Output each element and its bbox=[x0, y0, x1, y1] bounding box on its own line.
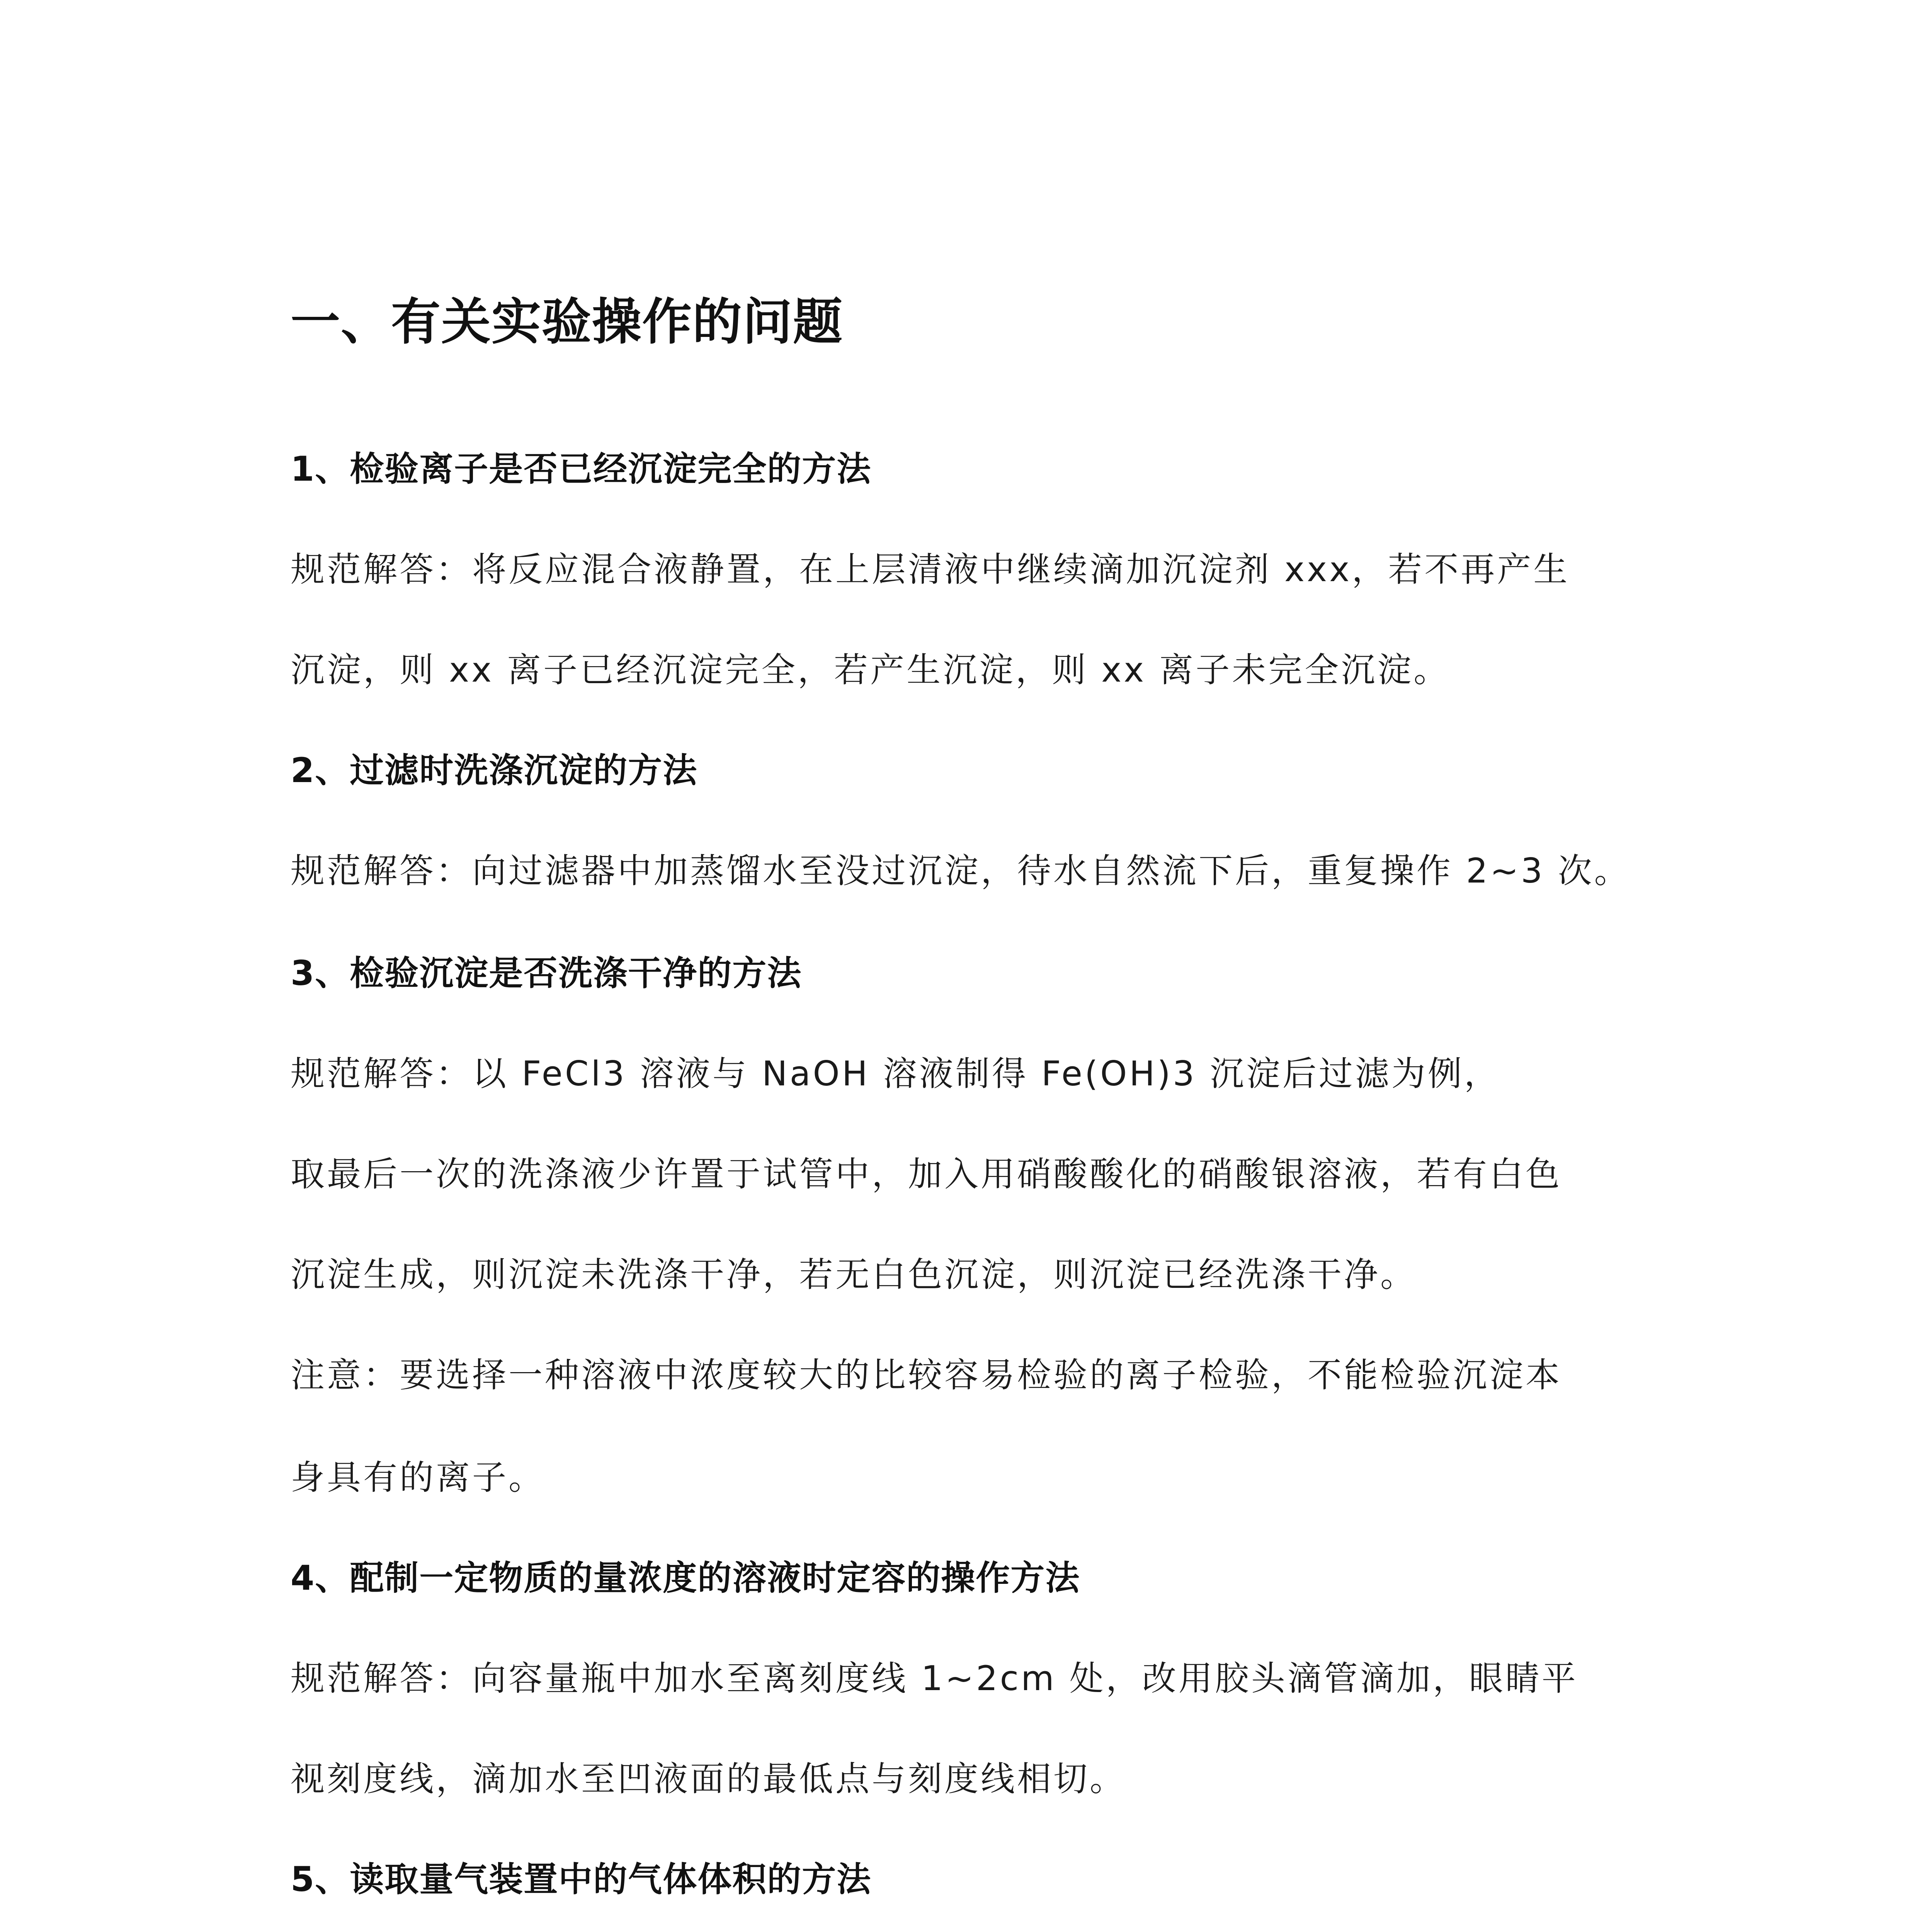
section-4-heading: 4、配制一定物质的量浓度的溶液时定容的操作方法 bbox=[291, 1558, 1080, 1598]
section-1-heading: 1、检验离子是否已经沉淀完全的方法 bbox=[291, 449, 872, 489]
section-1-line-1: 规范解答：将反应混合液静置，在上层清液中继续滴加沉淀剂 xxx，若不再产生 bbox=[291, 549, 1570, 589]
section-3-line-2: 取最后一次的洗涤液少许置于试管中，加入用硝酸酸化的硝酸银溶液，若有白色 bbox=[291, 1154, 1562, 1194]
section-5-heading: 5、读取量气装置中的气体体积的方法 bbox=[291, 1859, 872, 1899]
section-3-line-3: 沉淀生成，则沉淀未洗涤干净，若无白色沉淀，则沉淀已经洗涤干净。 bbox=[291, 1255, 1417, 1294]
section-4-line-1: 规范解答：向容量瓶中加水至离刻度线 1~2cm 处，改用胶头滴管滴加，眼睛平 bbox=[291, 1658, 1578, 1698]
section-3-line-1: 规范解答：以 FeCl3 溶液与 NaOH 溶液制得 Fe(OH)3 沉淀后过滤为例， bbox=[291, 1054, 1500, 1094]
section-3-note-line-2: 身具有的离子。 bbox=[291, 1458, 545, 1497]
section-3-heading: 3、检验沉淀是否洗涤干净的方法 bbox=[291, 953, 802, 993]
section-1-line-2: 沉淀，则 xx 离子已经沉淀完全，若产生沉淀，则 xx 离子未完全沉淀。 bbox=[291, 650, 1450, 690]
section-3-note-line-1: 注意：要选择一种溶液中浓度较大的比较容易检验的离子检验，不能检验沉淀本 bbox=[291, 1355, 1562, 1395]
page-title: 一、有关实验操作的问题 bbox=[291, 293, 844, 351]
section-4-line-2: 视刻度线，滴加水至凹液面的最低点与刻度线相切。 bbox=[291, 1759, 1126, 1799]
section-2-heading: 2、过滤时洗涤沉淀的方法 bbox=[291, 750, 698, 790]
section-2-line-1: 规范解答：向过滤器中加蒸馏水至没过沉淀，待水自然流下后，重复操作 2~3 次。 bbox=[291, 851, 1631, 891]
